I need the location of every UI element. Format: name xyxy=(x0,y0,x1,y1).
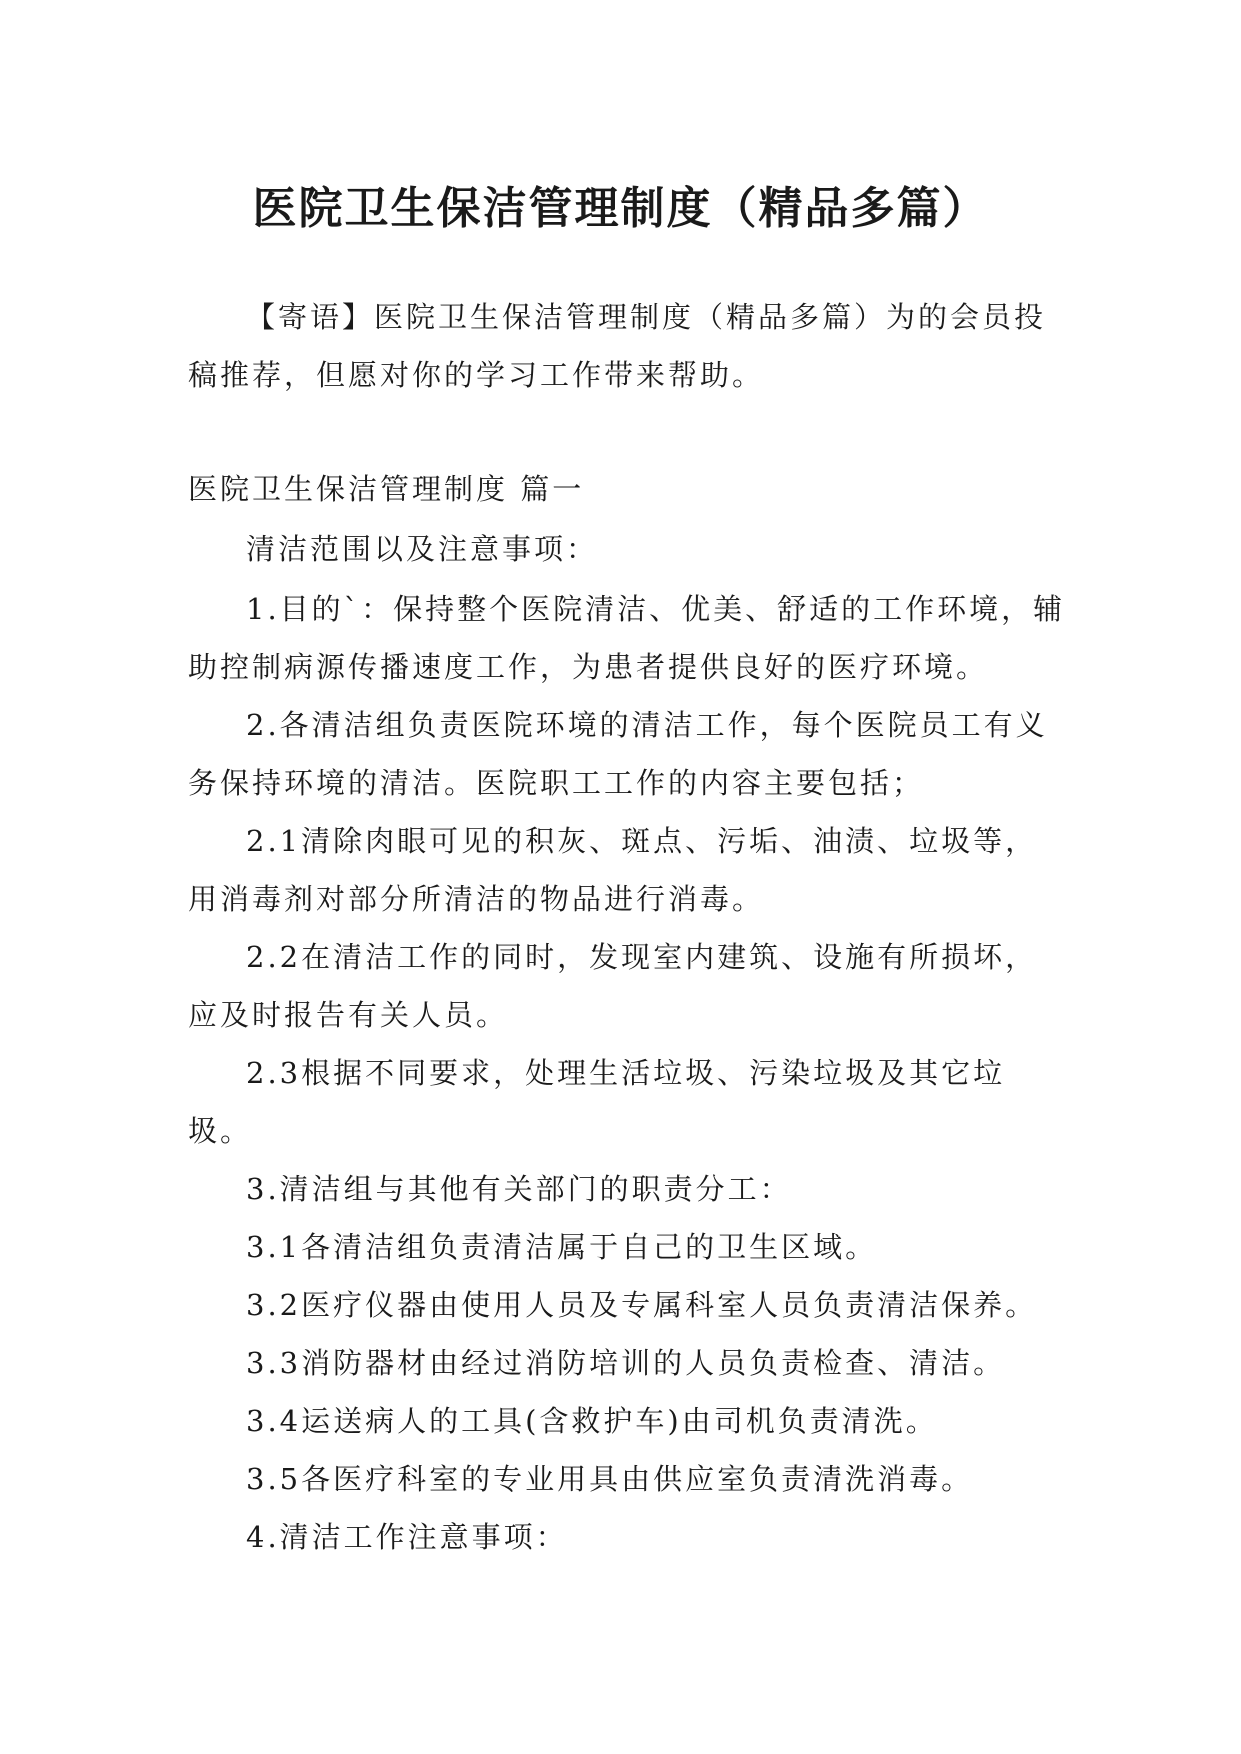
paragraph-3-1: 3.1各清洁组负责清洁属于自己的卫生区域。 xyxy=(246,1230,878,1264)
paragraph-3-4: 3.4运送病人的工具(含救护车)由司机负责清洗。 xyxy=(246,1404,938,1438)
paragraph-3: 3.清洁组与其他有关部门的职责分工： xyxy=(246,1172,792,1206)
paragraph-2-3: 2.3根据不同要求，处理生活垃圾、污染垃圾及其它垃圾。 xyxy=(188,1056,1006,1148)
intro-paragraph: 【寄语】医院卫生保洁管理制度（精品多篇）为的会员投稿推荐，但愿对你的学习工作带来帮助。 xyxy=(188,300,1047,392)
paragraph-3-2: 3.2医疗仪器由使用人员及专属科室人员负责清洁保养。 xyxy=(246,1288,1038,1322)
section-heading: 医院卫生保洁管理制度 篇一 xyxy=(188,472,585,506)
paragraph-2-2: 2.2在清洁工作的同时，发现室内建筑、设施有所损坏，应及时报告有关人员。 xyxy=(188,940,1038,1032)
paragraph-2-1: 2.1清除肉眼可见的积灰、斑点、污垢、油渍、垃圾等，用消毒剂对部分所清洁的物品进行消毒。 xyxy=(188,824,1038,916)
paragraph-cleaning-groups: 2.各清洁组负责医院环境的清洁工作，每个医院员工有义务保持环境的清洁。医院职工工作的内容主要包括； xyxy=(188,708,1048,800)
paragraph-3-5: 3.5各医疗科室的专业用具由供应室负责清洗消毒。 xyxy=(246,1462,974,1496)
paragraph-scope: 清洁范围以及注意事项： xyxy=(246,532,599,566)
paragraph-purpose: 1.目的`：保持整个医院清洁、优美、舒适的工作环境，辅助控制病源传播速度工作，为患者提供良好的医疗环境。 xyxy=(188,592,1066,684)
paragraph-4: 4.清洁工作注意事项： xyxy=(246,1520,568,1554)
document-title: 医院卫生保洁管理制度（精品多篇） xyxy=(252,183,989,235)
paragraph-3-3: 3.3消防器材由经过消防培训的人员负责检查、清洁。 xyxy=(246,1346,1006,1380)
